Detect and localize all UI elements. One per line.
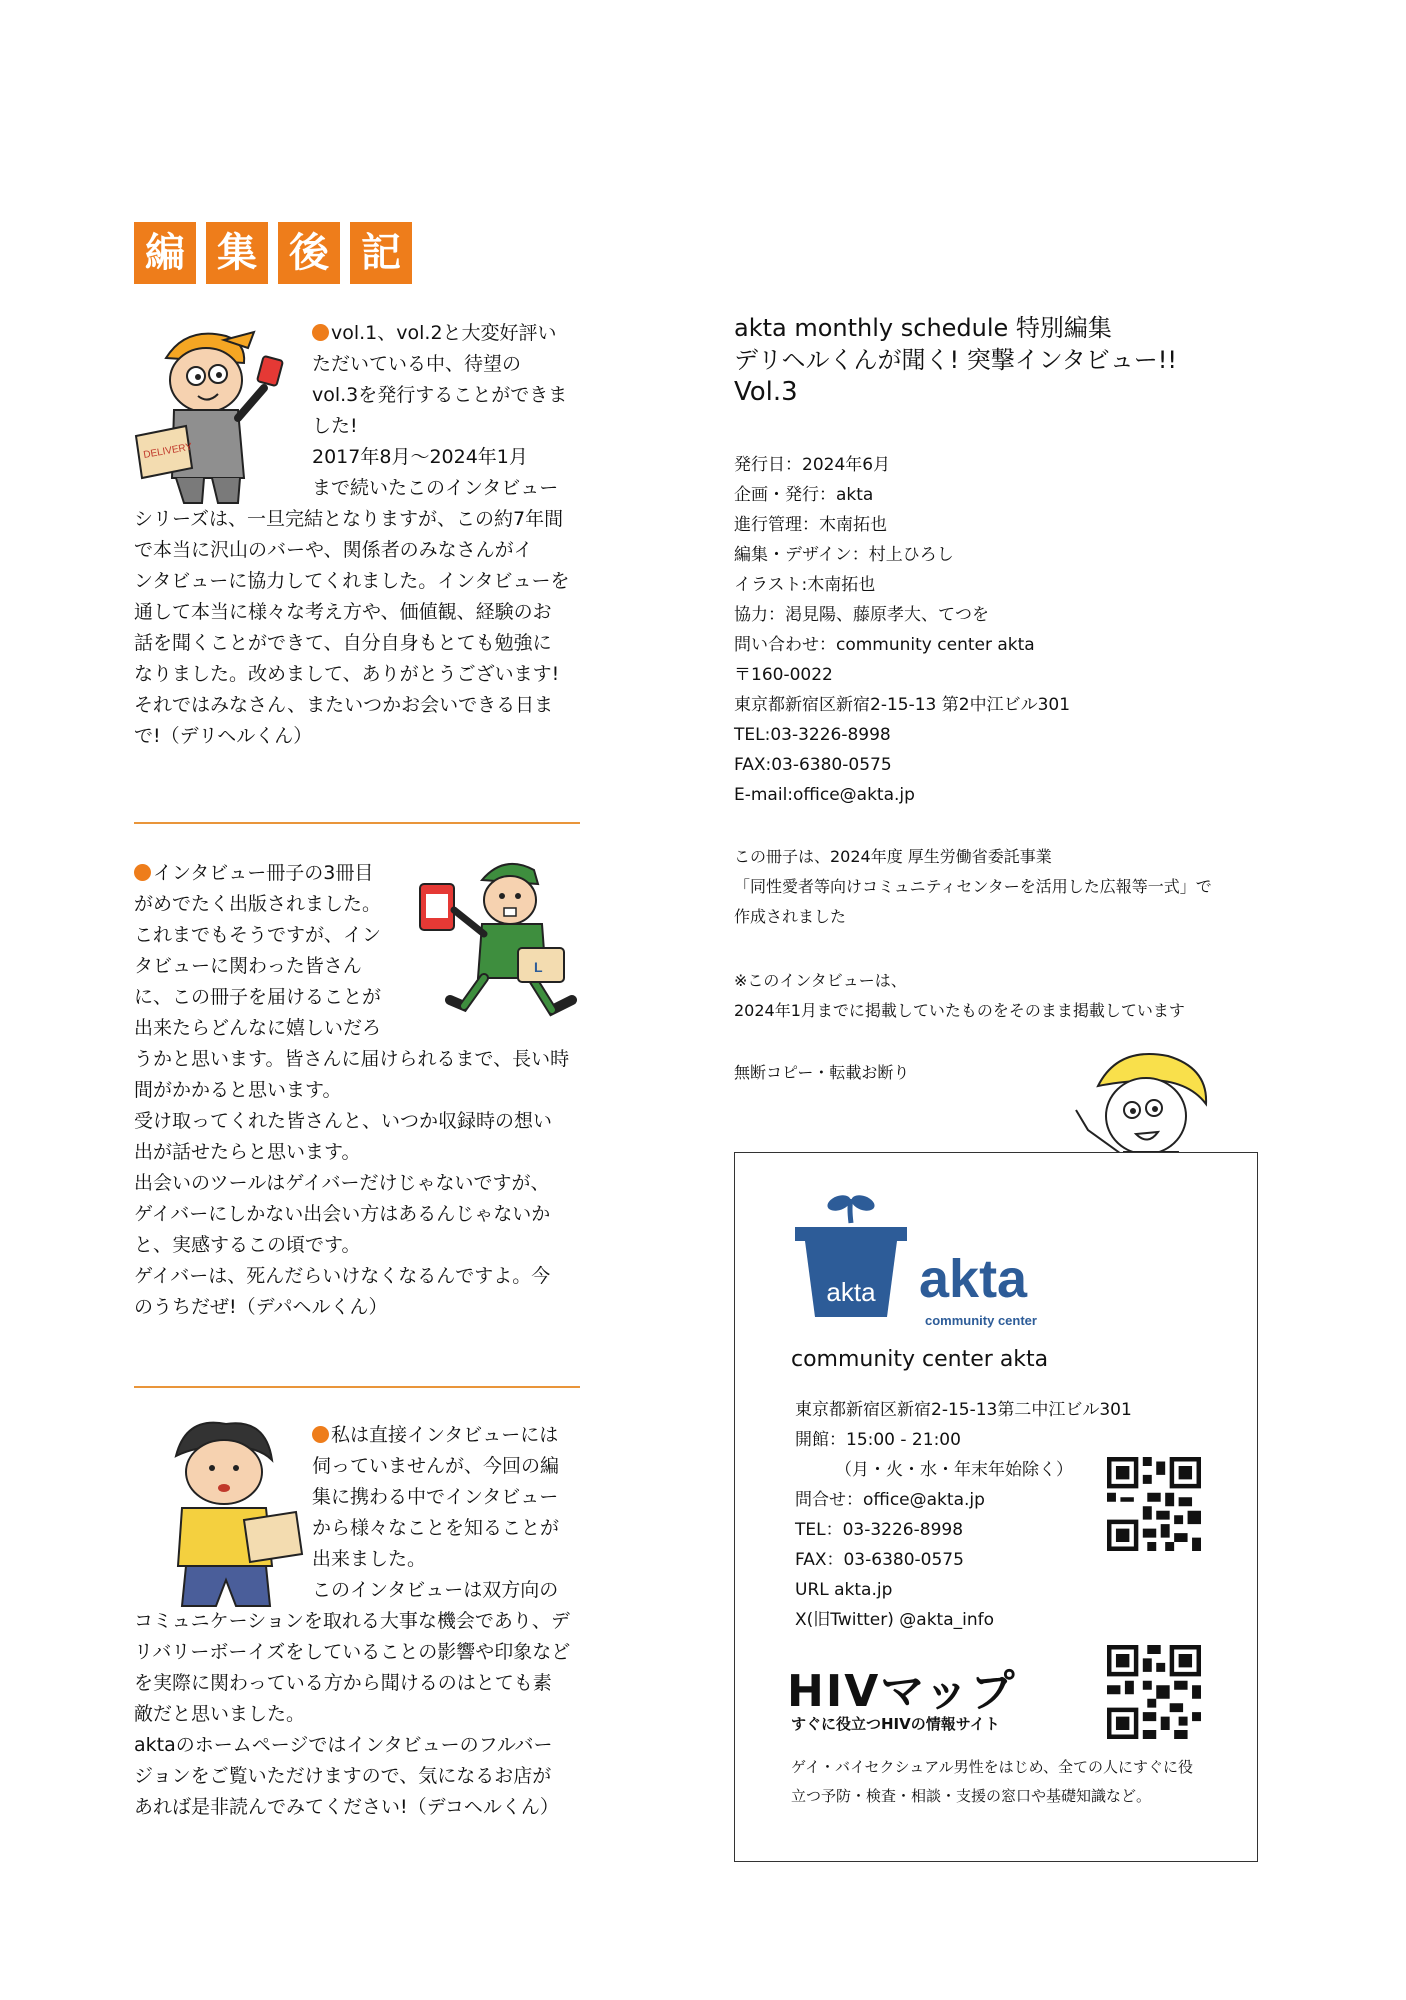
hiv-map-subtitle: すぐに役立つHIVの情報サイト bbox=[791, 1715, 1000, 1733]
section-2-full-text: うかと思います。皆さんに届けられるまで、長い時 間がかかると思います。 受け取ってくれた皆さんと、いつか収録時の想い 出が話せたらと思います。 出会いのツールはゲイバーだけじゃないですが、 ゲイバーにしかない出会い方はあるんじゃないか と、実感するこの頃です。 ゲイバーは、死んだらいけなくなるんですよ。今 のうちだぜ!（デパヘルくん） bbox=[134, 1048, 570, 1318]
heading-char-4: 記 bbox=[350, 222, 412, 284]
delivery-boy-illustration bbox=[126, 318, 294, 508]
archive-note: ※このインタビューは、 2024年1月までに掲載していたものをそのまま掲載しています bbox=[734, 971, 1185, 1020]
heading-char-2: 集 bbox=[206, 222, 268, 284]
divider-2 bbox=[134, 1386, 580, 1388]
bullet-icon bbox=[312, 1426, 329, 1443]
heading-char-3: 後 bbox=[278, 222, 340, 284]
hiv-map-qr-code-icon[interactable] bbox=[1107, 1645, 1201, 1739]
copyright-note: 無断コピー・転載お断り bbox=[734, 1063, 910, 1082]
svg-text:DELIVERY: DELIVERY bbox=[142, 441, 194, 461]
center-name: community center akta bbox=[791, 1347, 1049, 1372]
bullet-icon bbox=[134, 864, 151, 881]
yellow-shirt-illustration bbox=[146, 1416, 306, 1610]
publication-title: akta monthly schedule 特別編集 デリヘルくんが聞く! 突撃インタビュー!! Vol.3 bbox=[734, 314, 1178, 407]
heading-char-1: 編 bbox=[134, 222, 196, 284]
hiv-map-description: ゲイ・バイセクシュアル男性をはじめ、全ての人にすぐに役 立つ予防・検査・相談・支援の窓口や基礎知識など。 bbox=[791, 1758, 1194, 1805]
section-2-wrap-text: インタビュー冊子の3冊目 がめでたく出版されました。 これまでもそうですが、イン タビューに関わった皆さん に、この冊子を届けることが 出来たらどんなに嬉しいだろ bbox=[134, 862, 382, 1039]
pot-label: akta bbox=[826, 1277, 876, 1307]
akta-info-card bbox=[734, 1152, 1258, 1862]
colophon: 発行日：2024年6月 企画・発行：akta 進行管理：木南拓也 編集・デザイン：村上ひろし イラスト:木南拓也 協力：渇見陽、藤原孝大、てつを 問い合わせ：community center akta 〒160-0022 東京都新宿区新宿2-15-13 第2中江ビル301 TEL:03-3226-8998 FAX:03-6380-0575 E-mail:office@akta.jp bbox=[734, 455, 1071, 805]
svg-text:L: L bbox=[534, 959, 543, 975]
divider-1 bbox=[134, 822, 580, 824]
akta-qr-code-icon[interactable] bbox=[1107, 1457, 1201, 1551]
section-1-wrap-text: vol.1、vol.2と大変好評い ただいている中、待望の vol.3を発行することができま した! 2017年8月～2024年1月 まで続いたこのインタビュー bbox=[312, 322, 568, 499]
akta-logo-text: akta bbox=[919, 1249, 1028, 1309]
akta-logo-subtext: community center bbox=[925, 1313, 1037, 1328]
center-info: 東京都新宿区新宿2-15-13第二中江ビル301 開館：15:00 - 21:00 （月・火・水・年末年始除く） 問合せ：office@akta.jp TEL：03-3226-8998 FAX：03-6380-0575 URL akta.jp X(旧Twitter) @akta_info bbox=[795, 1400, 1132, 1630]
section-3-wrap-text: 私は直接インタビューには 伺っていませんが、今回の編 集に携わる中でインタビュー から様々なことを知ることが 出来ました。 このインタビューは双方向の bbox=[312, 1424, 560, 1601]
commission-note: この冊子は、2024年度 厚生労働省委託事業 「同性愛者等向けコミュニティセンターを活用した広報等一式」で 作成されました bbox=[734, 847, 1212, 926]
hiv-map-logo-text: HIVマップ bbox=[787, 1666, 1017, 1717]
bullet-icon bbox=[312, 324, 329, 341]
section-1-full-text: シリーズは、一旦完結となりますが、この約7年間 で本当に沢山のバーや、関係者のみなさんがイ ンタビューに協力してくれました。インタビューを 通して本当に様々な考え方や、価値観、経験のお 話を聞くことができて、自分自身もとても勉強に なりました。改めまして、ありがとうございます! それではみなさん、またいつかお会いできる日ま で!（デリヘルくん） bbox=[134, 508, 570, 747]
green-uniform-illustration bbox=[412, 850, 584, 1036]
section-3-full-text: コミュニケーションを取れる大事な機会であり、デ リバリーボーイズをしていることの影響や印象など を実際に関わっている方から聞けるのはとても素 敵だと思いました。 aktaのホームページではインタビューのフルバー ジョンをご覧いただけますので、気になるお店が あれば是非読んでみてください!（デコヘルくん） bbox=[134, 1610, 571, 1818]
